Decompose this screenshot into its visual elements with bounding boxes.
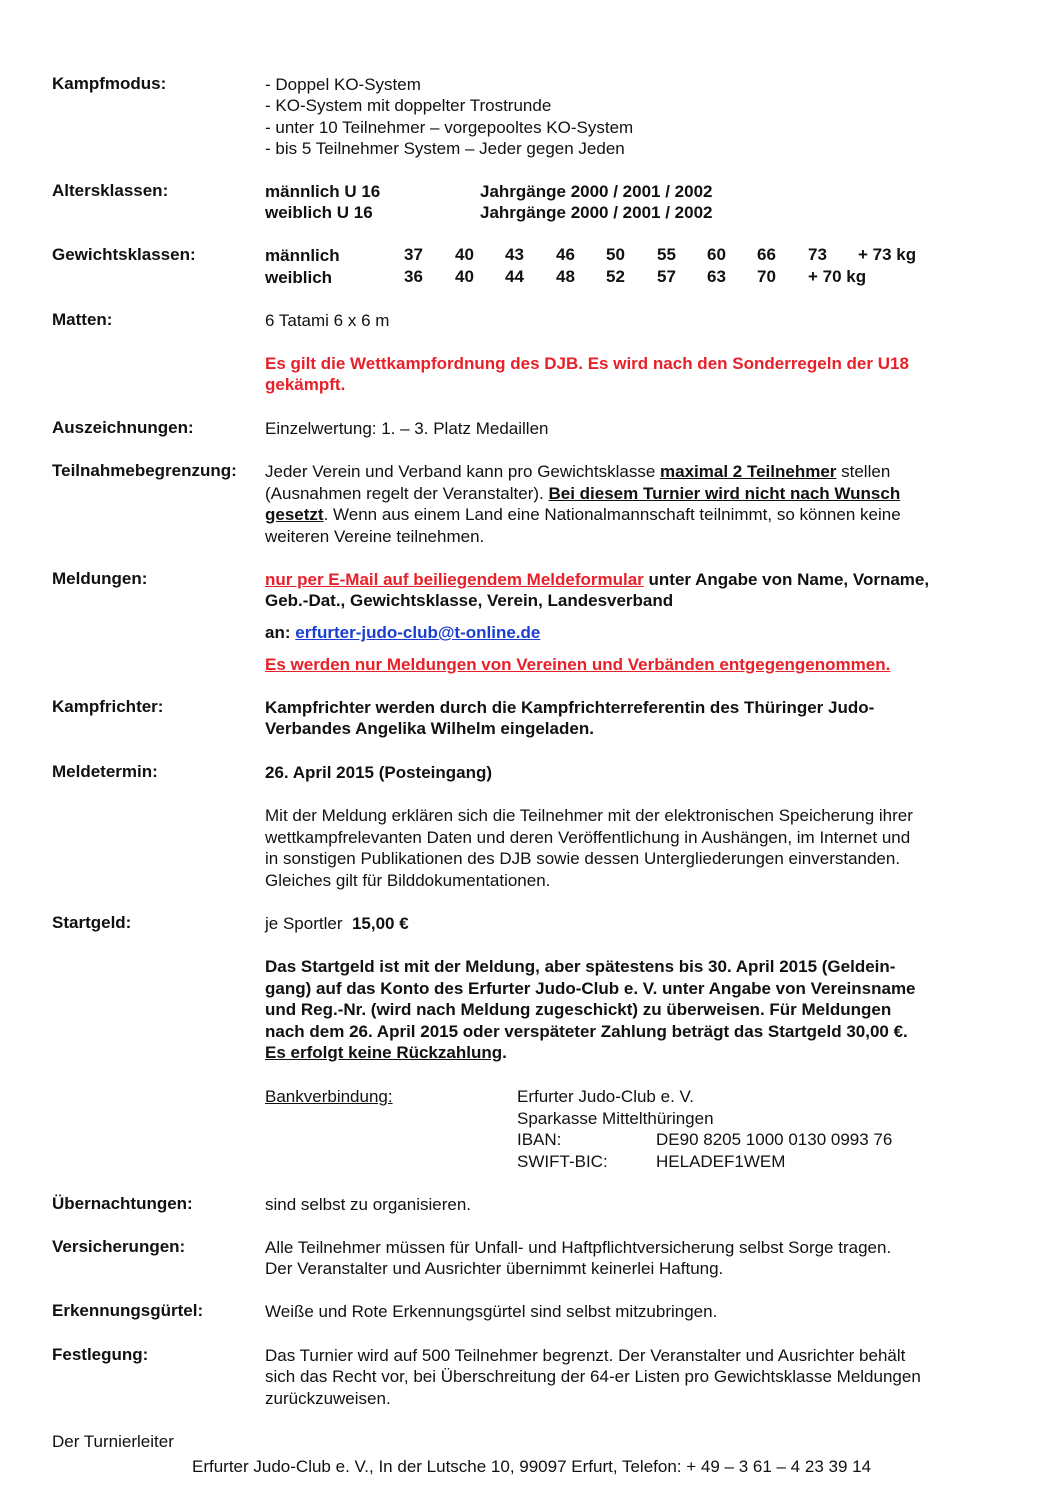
iban-value: DE90 8205 1000 0130 0993 76: [656, 1130, 893, 1149]
startgeld-prefix: je Sportler: [265, 914, 352, 933]
weight-male-label: männlich: [265, 246, 340, 265]
teilnahme-max: maximal 2 Teilnehmer: [660, 462, 837, 481]
weight-male-4: 50: [606, 245, 625, 264]
teilnahme-text: stellen: [836, 462, 891, 481]
startgeld-p-2: gang) auf das Konto des Erfurter Judo-Club e. V. unter Angabe von Vereinsname: [265, 979, 916, 998]
startgeld-p-3: und Reg.-Nr. (wird nach Meldung zugeschickt) zu überweisen. Für Meldungen: [265, 1000, 892, 1019]
weight-male-3: 46: [556, 245, 575, 264]
iban-label: IBAN:: [517, 1130, 562, 1149]
teilnahme-line-4: weiteren Vereine teilnehmen.: [265, 527, 485, 546]
teilnahme-text: . Wenn aus einem Land eine Nationalmannschaft teilnimmt, so können keine: [323, 505, 901, 524]
teilnahme-emphasis: Bei diesem Turnier wird nicht nach Wunsch: [548, 484, 901, 503]
bic-value: HELADEF1WEM: [656, 1152, 786, 1171]
teilnahme-text: Jeder Verein und Verband kann pro Gewichtsklasse: [265, 462, 661, 481]
weight-female-4: 52: [606, 267, 625, 286]
weight-male-9: + 73 kg: [858, 245, 917, 264]
versicherungen-line-2: Der Veranstalter und Ausrichter übernimmt keinerlei Haftung.: [265, 1259, 724, 1278]
meldetermin-value: 26. April 2015 (Posteingang): [265, 763, 493, 782]
startgeld-amount: 15,00 €: [351, 914, 409, 933]
weight-male-1: 40: [455, 245, 474, 264]
festlegung-line-1: Das Turnier wird auf 500 Teilnehmer begrenzt. Der Veranstalter und Ausrichter behält: [265, 1346, 906, 1365]
meldungen-address: [265, 622, 540, 643]
weight-male-6: 60: [707, 245, 726, 264]
uebernachtungen-value: sind selbst zu organisieren.: [265, 1195, 472, 1214]
meldetermin-p-1: Mit der Meldung erklären sich die Teilnehmer mit der elektronischen Speicherung ihrer: [265, 806, 913, 825]
startgeld-period: .: [502, 1043, 507, 1062]
startgeld-value: [265, 913, 409, 934]
teilnahme-text: (Ausnahmen regelt der Veranstalter).: [265, 484, 549, 503]
label-gewichtsklassen: Gewichtsklassen:: [52, 245, 196, 264]
label-matten: Matten:: [52, 310, 113, 329]
altersklasse-female: weiblich U 16: [265, 203, 373, 222]
weight-male-2: 43: [505, 245, 524, 264]
auszeichnungen-value: Einzelwertung: 1. – 3. Platz Medaillen: [265, 419, 549, 438]
teilnahme-emphasis: gesetzt: [265, 505, 324, 524]
label-kampfrichter: Kampfrichter:: [52, 697, 164, 716]
startgeld-p-1: Das Startgeld ist mit der Meldung, aber spätestens bis 30. April 2015 (Geldein-: [265, 957, 896, 976]
meldungen-email-only: nur per E-Mail auf beiliegendem Meldeformular: [265, 570, 644, 589]
weight-female-3: 48: [556, 267, 575, 286]
kampfrichter-line-2: Verbandes Angelika Wilhelm eingeladen.: [265, 719, 594, 738]
label-auszeichnungen: Auszeichnungen:: [52, 418, 194, 437]
email-link[interactable]: erfurter-judo-club@t-online.de: [295, 623, 541, 642]
weight-female-6: 63: [707, 267, 726, 286]
festlegung-line-3: zurückzuweisen.: [265, 1389, 391, 1408]
weight-female-label: weiblich: [265, 268, 333, 287]
label-altersklassen: Altersklassen:: [52, 181, 169, 200]
label-kampfmodus: Kampfmodus:: [52, 74, 167, 93]
teilnahme-line-3: [265, 504, 901, 525]
bank-account-name: Erfurter Judo-Club e. V.: [517, 1087, 695, 1106]
altersklasse-female-years: Jahrgänge 2000 / 2001 / 2002: [480, 203, 713, 222]
meldungen-an: an:: [265, 623, 296, 642]
bank-name: Sparkasse Mittelthüringen: [517, 1109, 714, 1128]
weight-male-0: 37: [404, 245, 423, 264]
teilnahme-line-2: [265, 483, 900, 504]
startgeld-no-refund: Es erfolgt keine Rückzahlung: [265, 1043, 503, 1062]
startgeld-p-4: nach dem 26. April 2015 oder verspäteter Zahlung beträgt das Startgeld 30,00 €.: [265, 1022, 908, 1041]
matten-note-line-1: Es gilt die Wettkampfordnung des DJB. Es wird nach den Sonderregeln der U18: [265, 354, 909, 373]
kampfmodus-line-3: - unter 10 Teilnehmer – vorgepooltes KO-System: [265, 118, 634, 137]
matten-value: 6 Tatami 6 x 6 m: [265, 311, 390, 330]
festlegung-line-2: sich das Recht vor, bei Überschreitung der 64-er Listen pro Gewichtsklasse Meldungen: [265, 1367, 921, 1386]
weight-female-8: + 70 kg: [808, 267, 867, 286]
label-festlegung: Festlegung:: [52, 1345, 149, 1364]
matten-note-line-2: gekämpft.: [265, 375, 346, 394]
teilnahme-line-1: [265, 461, 890, 482]
meldungen-note: Es werden nur Meldungen von Vereinen und Verbänden entgegengenommen.: [265, 655, 891, 674]
meldungen-text: unter Angabe von Name, Vorname,: [643, 570, 930, 589]
versicherungen-line-1: Alle Teilnehmer müssen für Unfall- und Haftpflichtversicherung selbst Sorge tragen.: [265, 1238, 892, 1257]
altersklasse-male-years: Jahrgänge 2000 / 2001 / 2002: [480, 182, 713, 201]
weight-female-1: 40: [455, 267, 474, 286]
weight-female-0: 36: [404, 267, 423, 286]
weight-female-5: 57: [657, 267, 676, 286]
meldetermin-p-3: in sonstigen Publikationen des DJB sowie dessen Untergliederungen einverstanden.: [265, 849, 901, 868]
label-meldetermin: Meldetermin:: [52, 762, 158, 781]
weight-female-7: 70: [757, 267, 776, 286]
label-erkennungsguertel: Erkennungsgürtel:: [52, 1301, 204, 1320]
startgeld-p-5: [265, 1042, 507, 1063]
label-versicherungen: Versicherungen:: [52, 1237, 186, 1256]
label-startgeld: Startgeld:: [52, 913, 132, 932]
meldungen-line-1: [265, 569, 929, 590]
kampfmodus-line-1: - Doppel KO-System: [265, 75, 421, 94]
altersklasse-male: männlich U 16: [265, 182, 381, 201]
weight-male-8: 73: [808, 245, 827, 264]
label-meldungen: Meldungen:: [52, 569, 148, 588]
kampfrichter-line-1: Kampfrichter werden durch die Kampfrichterreferentin des Thüringer Judo-: [265, 698, 875, 717]
kampfmodus-line-2: - KO-System mit doppelter Trostrunde: [265, 96, 552, 115]
erkennungsguertel-value: Weiße und Rote Erkennungsgürtel sind selbst mitzubringen.: [265, 1302, 718, 1321]
meldungen-line-2: Geb.-Dat., Gewichtsklasse, Verein, Landesverband: [265, 591, 674, 610]
label-uebernachtungen: Übernachtungen:: [52, 1194, 193, 1213]
bank-label: Bankverbindung:: [265, 1087, 393, 1106]
weight-male-7: 66: [757, 245, 776, 264]
meldetermin-p-2: wettkampfrelevanten Daten und deren Veröffentlichung in Aushängen, im Internet und: [265, 828, 911, 847]
meldetermin-p-4: Gleiches gilt für Bilddokumentationen.: [265, 871, 551, 890]
label-teilnahmebegrenzung: Teilnahmebegrenzung:: [52, 461, 237, 480]
footer-address: Erfurter Judo-Club e. V., In der Lutsche 10, 99097 Erfurt, Telefon: + 49 – 3 61 – 4 23 39 14: [192, 1457, 872, 1476]
weight-female-2: 44: [505, 267, 524, 286]
weight-male-5: 55: [657, 245, 676, 264]
bic-label: SWIFT-BIC:: [517, 1152, 608, 1171]
signature-line: Der Turnierleiter: [52, 1432, 174, 1451]
kampfmodus-line-4: - bis 5 Teilnehmer System – Jeder gegen Jeden: [265, 139, 625, 158]
